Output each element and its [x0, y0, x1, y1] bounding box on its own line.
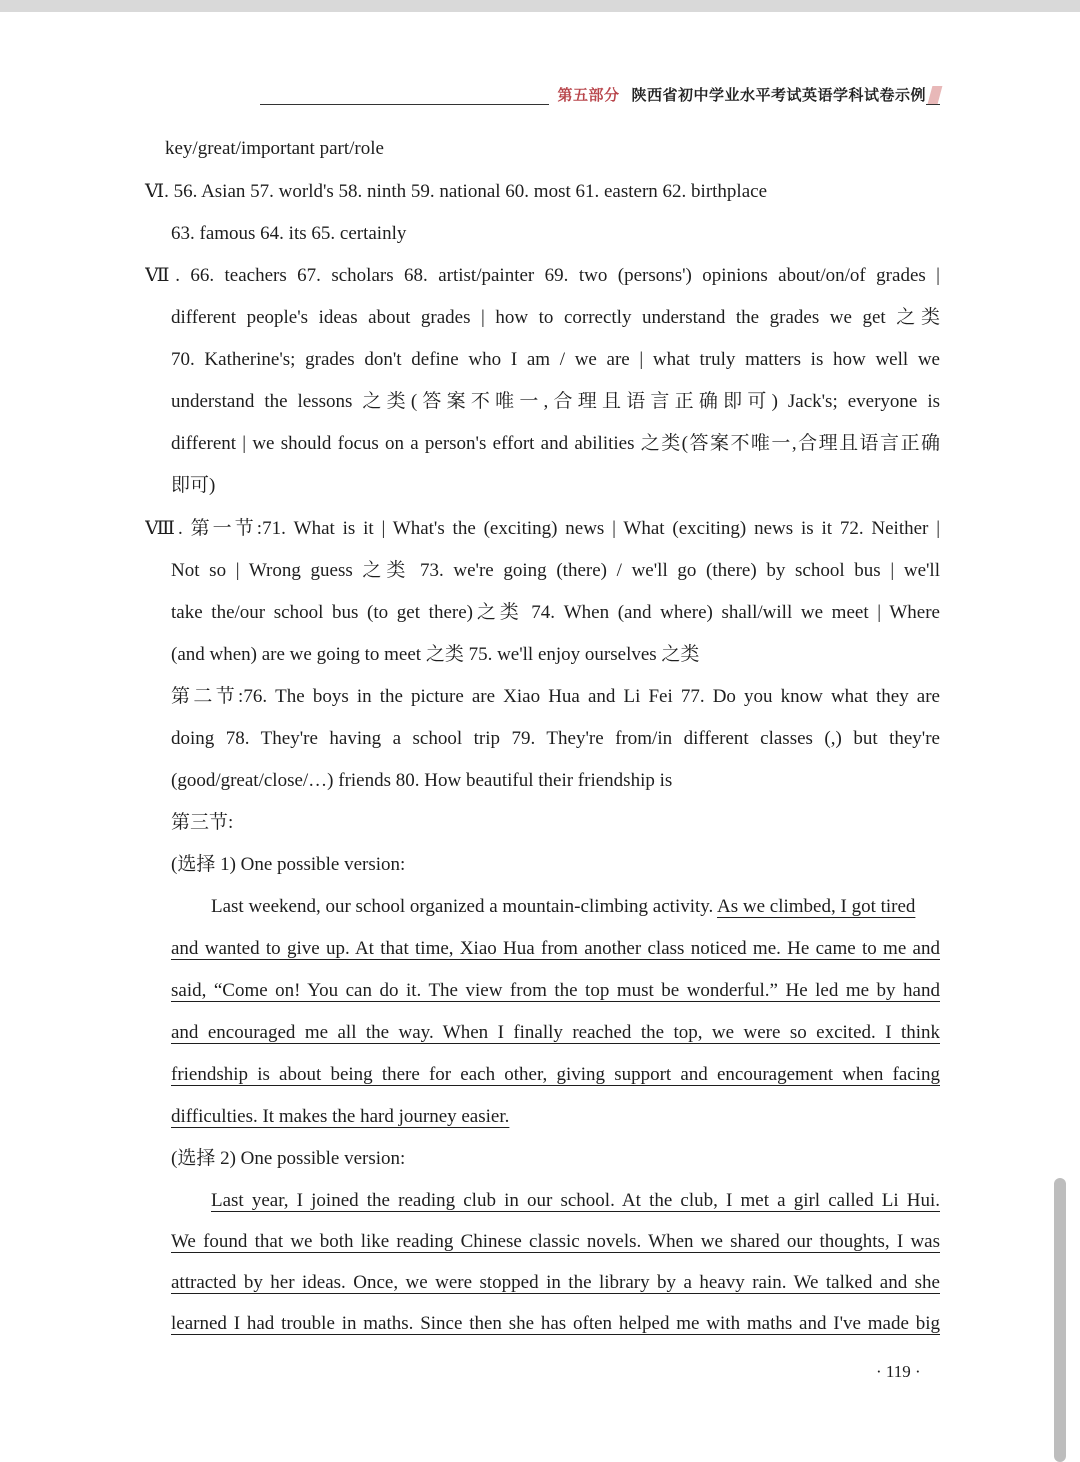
page-header [260, 84, 940, 106]
option-heading: (选择 2) One possible version: [171, 1148, 406, 1169]
option-heading: (选择 1) One possible version: [171, 854, 406, 875]
essay-sentence: Last weekend, our school organized a mountain-climbing activity. [211, 896, 714, 917]
header-part: 第五部分 [557, 88, 620, 104]
text-line: (and when) are we going to meet 之类 75. we'll enjoy ourselves 之类 [171, 644, 700, 665]
text-line: take the/our school bus (to get there)之类 74. When (and where) shall/will we meet | Where [171, 602, 940, 623]
essay-line: said, “Come on! You can do it. The view from the top must be wonderful.” He led me by hand [171, 980, 940, 1001]
essay-line: Last year, I joined the reading club in our school. At the club, I met a girl called Li Hui. [211, 1190, 940, 1211]
text-line: Ⅶ. 66. teachers 67. scholars 68. artist/painter 69. two (persons') opinions about/on/of grades | [145, 265, 940, 286]
essay-line: and encouraged me all the way. When I finally reached the top, we were so excited. I think [171, 1022, 940, 1043]
essay-line: difficulties. It makes the hard journey easier. [171, 1106, 510, 1127]
text-line: Not so | Wrong guess 之类 73. we're going (there) / we'll go (there) by school bus | we'll [171, 560, 940, 581]
section-heading: 第三节: [171, 812, 234, 833]
text-line: 即可) [171, 475, 216, 496]
text-line: Ⅵ. 56. Asian 57. world's 58. ninth 59. national 60. most 61. eastern 62. birthplace [145, 181, 768, 202]
essay-underlined-sentence: As we climbed, I got tired [717, 896, 916, 917]
essay-line: learned I had trouble in maths. Since then she has often helped me with maths and I've made big [171, 1313, 940, 1334]
essay-line [211, 895, 915, 919]
text-line: 第二节:76. The boys in the picture are Xiao Hua and Li Fei 77. Do you know what they are [171, 686, 940, 707]
text-line: key/great/important part/role [165, 138, 384, 159]
essay-line: We found that we both like reading Chinese classic novels. When we shared our thoughts, I was [171, 1231, 940, 1252]
text-line: different | we should focus on a person's effort and abilities 之类(答案不唯一,合理且语言正确 [171, 433, 940, 454]
text-line: (good/great/close/…) friends 80. How beautiful their friendship is [171, 770, 673, 791]
essay-line: and wanted to give up. At that time, Xiao Hua from another class noticed me. He came to me and [171, 938, 940, 959]
header-text [549, 84, 926, 105]
top-bar [0, 0, 1080, 12]
page-number: · 119 · [876, 1362, 921, 1381]
header-tab-decoration [928, 86, 943, 104]
scrollbar-thumb[interactable] [1054, 1178, 1066, 1462]
essay-line: attracted by her ideas. Once, we were stopped in the library by a heavy rain. We talked and she [171, 1272, 940, 1293]
text-line: understand the lessons 之类(答案不唯一,合理且语言正确即可) Jack's; everyone is [171, 391, 940, 412]
text-line: 63. famous 64. its 65. certainly [171, 223, 407, 244]
text-line: different people's ideas about grades | how to correctly understand the grades we get 之类 [171, 307, 940, 328]
header-title: 陕西省初中学业水平考试英语学科试卷示例 [631, 88, 926, 104]
text-line: Ⅷ. 第一节:71. What is it | What's the (exciting) news | What (exciting) news is it 72. Neither | [145, 518, 940, 539]
text-line: 70. Katherine's; grades don't define who I am / we are | what truly matters is how well we [171, 349, 940, 370]
essay-line: friendship is about being there for each other, giving support and encouragement when facing [171, 1064, 940, 1085]
text-line: doing 78. They're having a school trip 79. They're from/in different classes (,) but they're [171, 728, 940, 749]
